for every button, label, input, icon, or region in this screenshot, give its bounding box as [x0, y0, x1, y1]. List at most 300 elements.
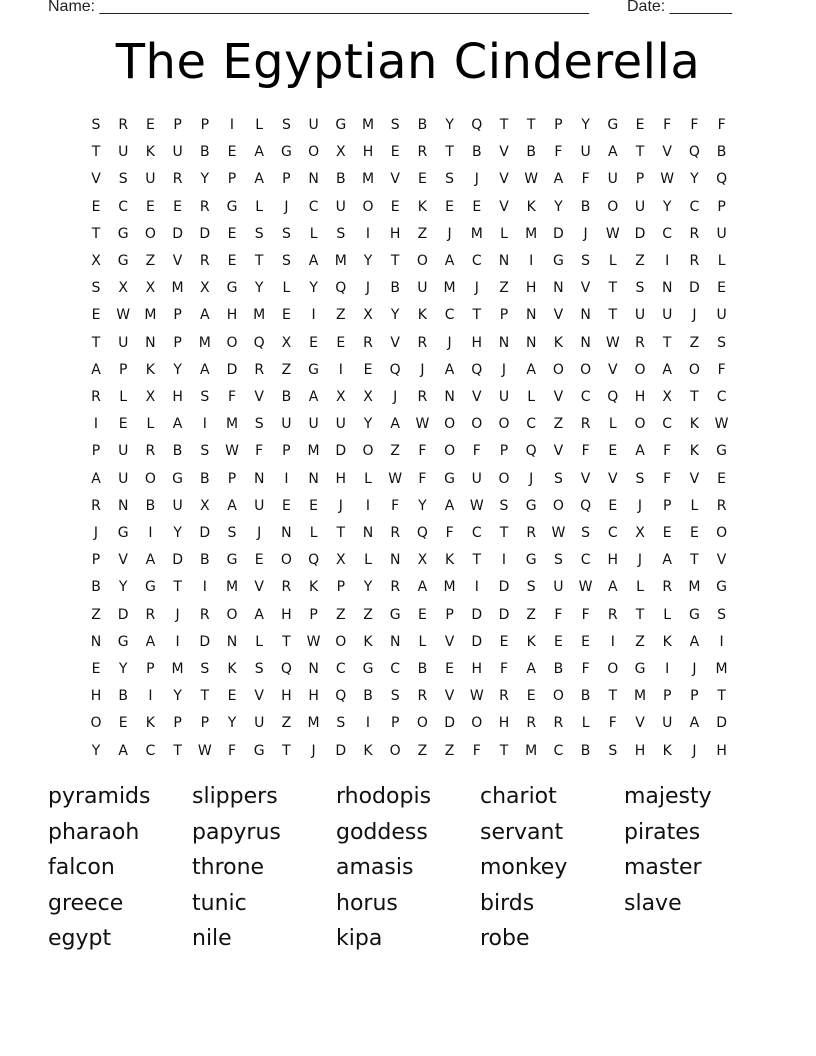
grid-letter: P — [173, 307, 182, 324]
grid-letter: U — [662, 307, 673, 324]
grid-letter: J — [692, 307, 697, 324]
grid-letter: A — [689, 633, 700, 650]
grid-letter: E — [145, 117, 155, 133]
grid-letter: X — [118, 280, 128, 297]
grid-letter: I — [229, 117, 235, 133]
grid-letter: D — [335, 742, 347, 759]
grid-letter: Y — [662, 198, 672, 215]
grid-letter: P — [635, 171, 645, 188]
grid-letter: V — [635, 715, 645, 732]
grid-letter: C — [308, 198, 319, 215]
grid-letter: Z — [336, 606, 346, 623]
grid-letter: G — [525, 497, 537, 514]
grid-letter: E — [717, 470, 727, 487]
grid-letter: Z — [635, 253, 645, 269]
grid-letter: T — [91, 144, 101, 161]
grid-letter: N — [580, 307, 591, 324]
grid-letter: B — [580, 198, 591, 215]
grid-letter: P — [146, 661, 155, 677]
grid-letter: N — [661, 280, 673, 297]
grid-letter: T — [336, 525, 346, 541]
grid-letter: U — [417, 280, 428, 297]
grid-letter: E — [118, 715, 128, 732]
grid-letter: N — [525, 307, 537, 324]
grid-letter: L — [717, 253, 726, 269]
grid-letter: B — [335, 171, 346, 188]
grid-letter: F — [472, 443, 481, 460]
grid-letter: Q — [335, 688, 347, 705]
grid-letter: Y — [363, 416, 373, 433]
grid-letter: O — [362, 198, 374, 215]
grid-letter: O — [607, 661, 619, 677]
grid-letter: P — [662, 688, 672, 705]
grid-letter: I — [338, 361, 343, 378]
grid-letter: W — [306, 633, 321, 650]
grid-letter: U — [145, 171, 156, 188]
grid-letter: O — [634, 416, 646, 433]
grid-letter: T — [282, 633, 291, 650]
grid-letter: T — [608, 307, 618, 324]
grid-letter: F — [227, 742, 237, 759]
grid-letter: R — [145, 606, 156, 623]
grid-letter: F — [581, 443, 590, 460]
grid-letter: D — [634, 225, 646, 242]
grid-letter: O — [688, 361, 700, 378]
grid-letter: G — [308, 361, 320, 378]
word-item: rhodopis — [336, 784, 432, 809]
grid-letter: R — [91, 497, 101, 514]
grid-letter: Y — [200, 171, 210, 188]
grid-letter: Z — [281, 715, 292, 732]
grid-letter: S — [499, 497, 509, 514]
grid-letter: S — [553, 470, 563, 487]
grid-letter: C — [580, 552, 591, 569]
grid-letter: P — [554, 117, 563, 133]
grid-letter: B — [526, 144, 536, 161]
word-item: chariot — [480, 784, 557, 809]
grid-letter: T — [690, 389, 699, 405]
word-item: master — [624, 855, 702, 880]
word-item: falcon — [48, 855, 115, 880]
grid-letter: O — [552, 497, 564, 514]
grid-letter: S — [635, 280, 645, 297]
grid-letter: P — [91, 552, 101, 569]
grid-letter: Z — [91, 606, 101, 623]
grid-letter: S — [281, 253, 291, 269]
grid-letter: Q — [607, 389, 619, 405]
grid-letter: G — [552, 253, 564, 269]
grid-letter: J — [474, 171, 479, 188]
grid-letter: Y — [363, 579, 373, 596]
grid-letter: Z — [689, 334, 700, 351]
grid-letter: R — [689, 253, 700, 269]
grid-letter: R — [417, 144, 428, 161]
grid-letter: C — [471, 253, 482, 269]
grid-letter: O — [144, 225, 156, 242]
grid-letter: J — [338, 497, 343, 514]
grid-letter: A — [635, 443, 645, 460]
grid-letter: L — [581, 715, 590, 732]
grid-letter: R — [281, 579, 292, 596]
grid-letter: C — [390, 661, 401, 677]
grid-letter: H — [281, 606, 292, 623]
grid-letter: A — [553, 171, 564, 188]
grid-letter: I — [365, 225, 371, 242]
word-item: tunic — [192, 890, 247, 916]
grid-letter: T — [445, 144, 454, 161]
grid-letter: J — [637, 552, 643, 569]
grid-letter: N — [90, 633, 102, 650]
grid-letter: R — [526, 715, 537, 732]
grid-letter: T — [635, 144, 645, 161]
word-item: throne — [192, 855, 265, 880]
grid-letter: W — [197, 742, 212, 759]
grid-letter: E — [445, 198, 455, 215]
grid-letter: S — [608, 742, 618, 759]
grid-letter: C — [662, 416, 673, 433]
grid-letter: F — [472, 742, 481, 759]
grid-letter: M — [525, 742, 538, 759]
grid-letter: B — [91, 579, 101, 596]
grid-letter: V — [499, 144, 509, 161]
grid-letter: R — [417, 688, 428, 705]
grid-letter: A — [526, 361, 536, 378]
grid-letter: R — [390, 579, 401, 596]
grid-letter: R — [635, 334, 645, 351]
grid-letter: G — [335, 117, 347, 133]
word-item: horus — [336, 890, 398, 916]
word-column-2 — [192, 779, 332, 957]
grid-letter: L — [608, 416, 617, 433]
grid-letter: L — [636, 579, 644, 596]
grid-letter: B — [281, 389, 292, 405]
grid-letter: C — [118, 198, 129, 215]
grid-letter: D — [199, 525, 211, 541]
grid-letter: A — [308, 389, 319, 405]
grid-letter: E — [281, 497, 291, 514]
grid-letter: I — [665, 253, 670, 269]
grid-letter: Y — [554, 198, 563, 215]
grid-letter: Y — [173, 361, 182, 378]
grid-letter: L — [527, 389, 536, 405]
grid-letter: K — [689, 443, 699, 460]
grid-letter: P — [200, 715, 210, 732]
grid-letter: H — [90, 688, 102, 705]
grid-letter: L — [364, 552, 372, 569]
grid-letter: Q — [580, 497, 592, 514]
grid-letter: T — [173, 742, 182, 759]
grid-letter: O — [471, 416, 483, 433]
grid-letter: K — [417, 307, 427, 324]
grid-letter: Q — [253, 334, 265, 351]
grid-letter: G — [444, 470, 456, 487]
grid-letter: K — [553, 334, 563, 351]
grid-letter: E — [227, 253, 237, 269]
grid-letter: L — [690, 497, 699, 514]
grid-letter: T — [472, 552, 482, 569]
grid-letter: H — [607, 552, 619, 569]
grid-letter: L — [255, 198, 264, 215]
grid-letter: O — [280, 552, 292, 569]
word-column-3 — [336, 779, 476, 957]
word-item: pharaoh — [48, 819, 140, 845]
grid-letter: O — [634, 361, 646, 378]
grid-letter: Z — [417, 742, 428, 759]
grid-letter: D — [716, 715, 727, 732]
grid-letter: T — [200, 688, 210, 705]
grid-letter: M — [253, 307, 266, 324]
grid-letter: A — [254, 171, 264, 188]
grid-letter: X — [662, 389, 672, 405]
grid-letter: M — [198, 334, 211, 351]
grid-letter: T — [690, 552, 699, 569]
grid-letter: V — [472, 389, 482, 405]
grid-letter: G — [226, 552, 238, 569]
grid-letter: N — [308, 171, 319, 188]
grid-letter: G — [688, 606, 700, 623]
grid-letter: A — [254, 606, 264, 623]
grid-letter: M — [307, 715, 320, 732]
grid-letter: E — [499, 633, 509, 650]
grid-letter: A — [200, 361, 210, 378]
grid-letter: X — [145, 280, 156, 297]
grid-letter: E — [717, 280, 727, 297]
grid-letter: S — [553, 552, 563, 569]
grid-letter: W — [469, 497, 484, 514]
grid-letter: E — [390, 144, 400, 161]
grid-letter: O — [552, 688, 564, 705]
grid-letter: P — [499, 307, 509, 324]
grid-letter: M — [715, 661, 728, 677]
grid-letter: X — [635, 525, 645, 541]
grid-letter: W — [660, 171, 675, 188]
grid-letter: B — [716, 144, 727, 161]
grid-letter: A — [390, 416, 400, 433]
grid-letter: H — [498, 715, 510, 732]
grid-letter: S — [254, 661, 264, 677]
grid-letter: C — [444, 307, 455, 324]
grid-letter: I — [93, 416, 99, 433]
grid-letter: T — [254, 253, 264, 269]
grid-letter: C — [580, 389, 591, 405]
grid-letter: R — [417, 389, 428, 405]
grid-letter: F — [391, 497, 400, 514]
grid-letter: H — [335, 470, 347, 487]
grid-letter: C — [689, 198, 700, 215]
grid-letter: Q — [688, 144, 700, 161]
grid-letter: W — [605, 225, 620, 242]
grid-letter: E — [662, 525, 672, 541]
grid-letter: W — [415, 416, 430, 433]
grid-letter: G — [226, 280, 238, 297]
grid-letter: T — [282, 742, 291, 759]
grid-letter: S — [581, 253, 591, 269]
grid-letter: A — [227, 497, 237, 514]
grid-letter: F — [608, 715, 617, 732]
grid-letter: H — [716, 742, 727, 759]
grid-letter: J — [474, 280, 479, 297]
grid-letter: O — [226, 334, 238, 351]
grid-letter: Y — [581, 117, 590, 133]
grid-letter: N — [525, 334, 537, 351]
grid-letter: D — [498, 579, 510, 596]
grid-letter: I — [529, 253, 534, 269]
grid-letter: A — [91, 361, 101, 378]
grid-letter: Q — [416, 525, 428, 541]
grid-letter: M — [470, 225, 483, 242]
grid-letter: O — [716, 525, 728, 541]
grid-letter: F — [581, 661, 590, 677]
grid-letter: P — [282, 443, 291, 460]
word-column-4 — [480, 779, 620, 957]
grid-letter: J — [365, 280, 371, 297]
grid-letter: B — [199, 552, 210, 569]
grid-letter: G — [117, 633, 129, 650]
grid-letter: A — [689, 715, 700, 732]
grid-letter: J — [692, 742, 697, 759]
grid-letter: O — [308, 144, 320, 161]
grid-letter: R — [91, 389, 101, 405]
grid-letter: K — [363, 742, 373, 759]
grid-letter: E — [91, 307, 101, 324]
grid-letter: I — [148, 525, 153, 541]
grid-letter: S — [390, 117, 400, 133]
grid-letter: R — [553, 715, 564, 732]
grid-letter: E — [91, 661, 101, 677]
word-column-5 — [624, 779, 764, 921]
grid-letter: P — [118, 361, 128, 378]
grid-letter: O — [498, 470, 510, 487]
grid-letter: Z — [635, 633, 645, 650]
grid-letter: J — [447, 225, 452, 242]
grid-letter: J — [637, 497, 643, 514]
grid-letter: J — [692, 661, 697, 677]
grid-letter: F — [581, 606, 590, 623]
grid-letter: P — [173, 334, 182, 351]
grid-letter: A — [200, 307, 210, 324]
grid-letter: F — [227, 389, 237, 405]
grid-letter: H — [172, 389, 183, 405]
grid-letter: N — [444, 389, 455, 405]
grid-letter: S — [254, 416, 264, 433]
grid-letter: A — [444, 253, 455, 269]
grid-letter: R — [199, 253, 210, 269]
grid-letter: W — [714, 416, 729, 433]
grid-letter: L — [119, 389, 128, 405]
grid-letter: Q — [280, 661, 292, 677]
grid-letter: R — [363, 334, 373, 351]
grid-letter: E — [608, 443, 618, 460]
grid-letter: A — [118, 742, 128, 759]
grid-letter: K — [526, 633, 536, 650]
word-item: monkey — [480, 855, 568, 880]
grid-letter: Y — [690, 171, 699, 188]
grid-letter: A — [172, 416, 183, 433]
grid-letter: S — [200, 389, 210, 405]
grid-letter: Y — [418, 497, 427, 514]
grid-letter: B — [172, 443, 183, 460]
grid-letter: X — [200, 280, 210, 297]
grid-letter: S — [445, 171, 455, 188]
grid-letter: V — [689, 470, 700, 487]
grid-letter: E — [417, 171, 427, 188]
grid-letter: T — [499, 117, 509, 133]
grid-letter: Z — [390, 443, 400, 460]
grid-letter: V — [254, 389, 264, 405]
grid-letter: L — [608, 253, 617, 269]
grid-letter: E — [689, 525, 699, 541]
grid-letter: E — [553, 633, 563, 650]
grid-letter: G — [389, 606, 401, 623]
grid-letter: J — [93, 525, 99, 541]
grid-letter: I — [610, 633, 615, 650]
grid-letter: H — [525, 280, 537, 297]
grid-letter: X — [281, 334, 292, 351]
grid-letter: K — [145, 144, 155, 161]
grid-letter: H — [226, 307, 238, 324]
grid-letter: Y — [254, 280, 264, 297]
grid-letter: E — [363, 361, 373, 378]
grid-letter: S — [200, 661, 210, 677]
grid-letter: D — [498, 606, 510, 623]
grid-letter: Y — [173, 525, 182, 541]
grid-letter: B — [390, 280, 400, 297]
grid-letter: F — [554, 144, 563, 161]
grid-letter: L — [364, 470, 372, 487]
grid-letter: E — [309, 334, 319, 351]
grid-letter: P — [91, 443, 101, 460]
word-item: goddess — [336, 819, 428, 845]
grid-letter: Y — [91, 742, 101, 759]
grid-letter: S — [281, 117, 291, 133]
grid-letter: P — [227, 470, 237, 487]
grid-letter: G — [144, 579, 156, 596]
grid-letter: S — [254, 225, 264, 242]
grid-letter: Z — [145, 253, 156, 269]
grid-letter: U — [308, 117, 319, 133]
grid-letter: E — [608, 497, 618, 514]
grid-letter: N — [498, 253, 510, 269]
grid-letter: E — [91, 198, 101, 215]
grid-letter: R — [662, 579, 673, 596]
grid-letter: L — [309, 525, 318, 541]
word-item: kipa — [336, 926, 383, 951]
grid-letter: B — [417, 661, 428, 677]
date-field-label: Date: _______ — [627, 0, 732, 15]
grid-letter: O — [607, 198, 619, 215]
grid-letter: M — [443, 280, 456, 297]
grid-letter: S — [336, 715, 346, 732]
grid-letter: U — [172, 144, 183, 161]
grid-letter: R — [580, 416, 591, 433]
grid-letter: N — [281, 525, 292, 541]
grid-letter: N — [226, 633, 238, 650]
grid-letter: Y — [118, 579, 128, 596]
grid-letter: V — [580, 470, 591, 487]
grid-letter: N — [389, 552, 401, 569]
grid-letter: V — [499, 171, 509, 188]
grid-letter: L — [418, 633, 427, 650]
grid-letter: M — [361, 117, 375, 133]
grid-letter: O — [444, 416, 456, 433]
grid-letter: K — [662, 633, 672, 650]
grid-letter: Y — [363, 253, 373, 269]
grid-letter: R — [689, 225, 700, 242]
grid-letter: S — [390, 688, 400, 705]
grid-letter: U — [308, 416, 319, 433]
grid-letter: N — [580, 334, 591, 351]
grid-letter: Q — [389, 361, 401, 378]
